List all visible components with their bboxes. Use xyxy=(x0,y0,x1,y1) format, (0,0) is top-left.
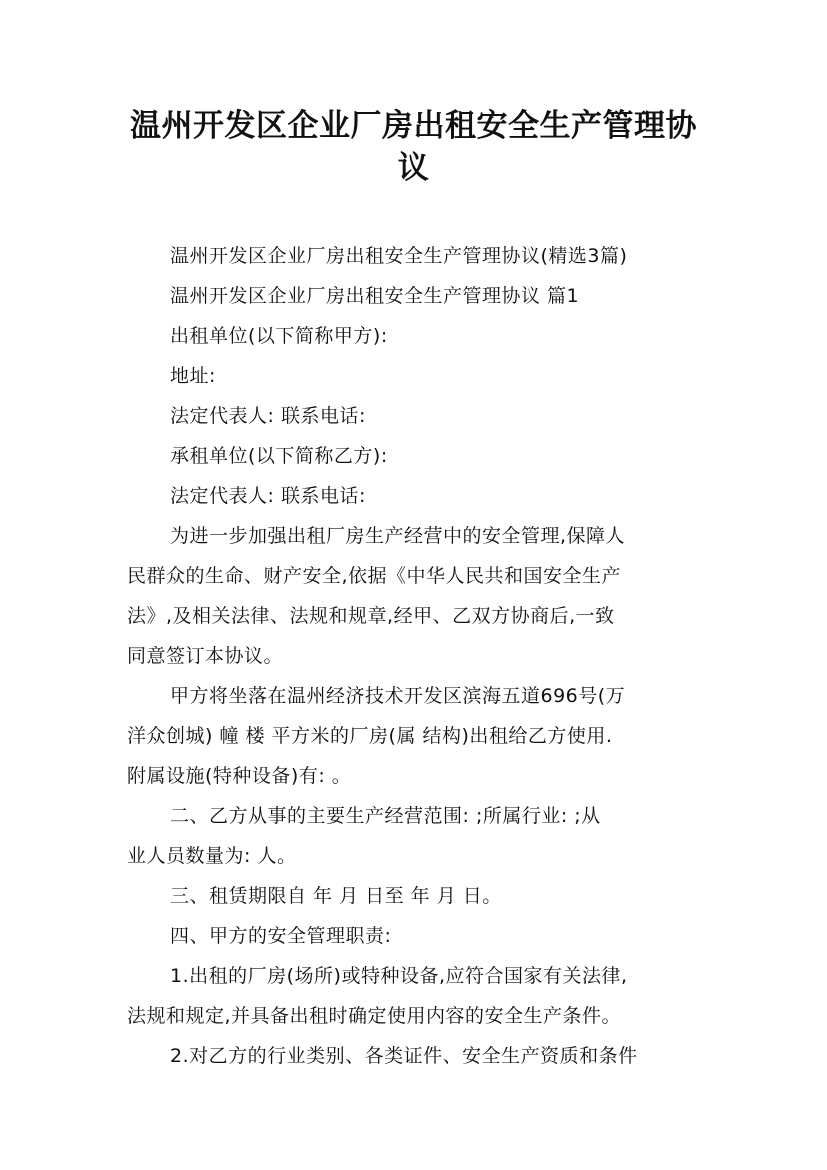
text-line: 附属设施(特种设备)有: 。 xyxy=(127,765,352,787)
text-line: 民群众的生命、财产安全,依据《中华人民共和国安全生产 xyxy=(127,565,622,587)
text-line: 法》,及相关法律、法规和规章,经甲、乙双方协商后,一致 xyxy=(127,605,615,627)
document-title-line-2: 议 xyxy=(397,150,430,186)
text-line: 二、乙方从事的主要生产经营范围: ;所属行业: ;从 xyxy=(170,805,601,827)
text-line: 温州开发区企业厂房出租安全生产管理协议 篇1 xyxy=(170,285,580,307)
text-line: 三、租赁期限自 年 月 日至 年 月 日。 xyxy=(170,885,502,907)
text-line: 法规和规定,并具备出租时确定使用内容的安全生产条件。 xyxy=(127,1005,622,1027)
text-line: 四、甲方的安全管理职责: xyxy=(170,925,392,947)
text-line: 为进一步加强出租厂房生产经营中的安全管理,保障人 xyxy=(170,525,626,547)
document-title-line-1: 温州开发区企业厂房出租安全生产管理协 xyxy=(130,108,697,144)
text-line: 同意签订本协议。 xyxy=(127,645,284,667)
text-line: 地址: xyxy=(170,365,216,387)
text-line: 法定代表人: 联系电话: xyxy=(170,405,366,427)
text-line: 1.出租的厂房(场所)或特种设备,应符合国家有关法律, xyxy=(170,965,628,987)
text-line: 法定代表人: 联系电话: xyxy=(170,485,366,507)
text-line: 甲方将坐落在温州经济技术开发区滨海五道696号(万 xyxy=(170,685,626,707)
text-line: 业人员数量为: 人。 xyxy=(127,845,297,867)
text-line: 洋众创城) 幢 楼 平方米的厂房(属 结构)出租给乙方使用. xyxy=(127,725,613,747)
text-line: 2.对乙方的行业类别、各类证件、安全生产资质和条件 xyxy=(170,1045,638,1067)
text-line: 温州开发区企业厂房出租安全生产管理协议(精选3篇) xyxy=(170,245,628,267)
text-line: 承租单位(以下简称乙方): xyxy=(170,445,388,467)
text-line: 出租单位(以下简称甲方): xyxy=(170,325,388,347)
